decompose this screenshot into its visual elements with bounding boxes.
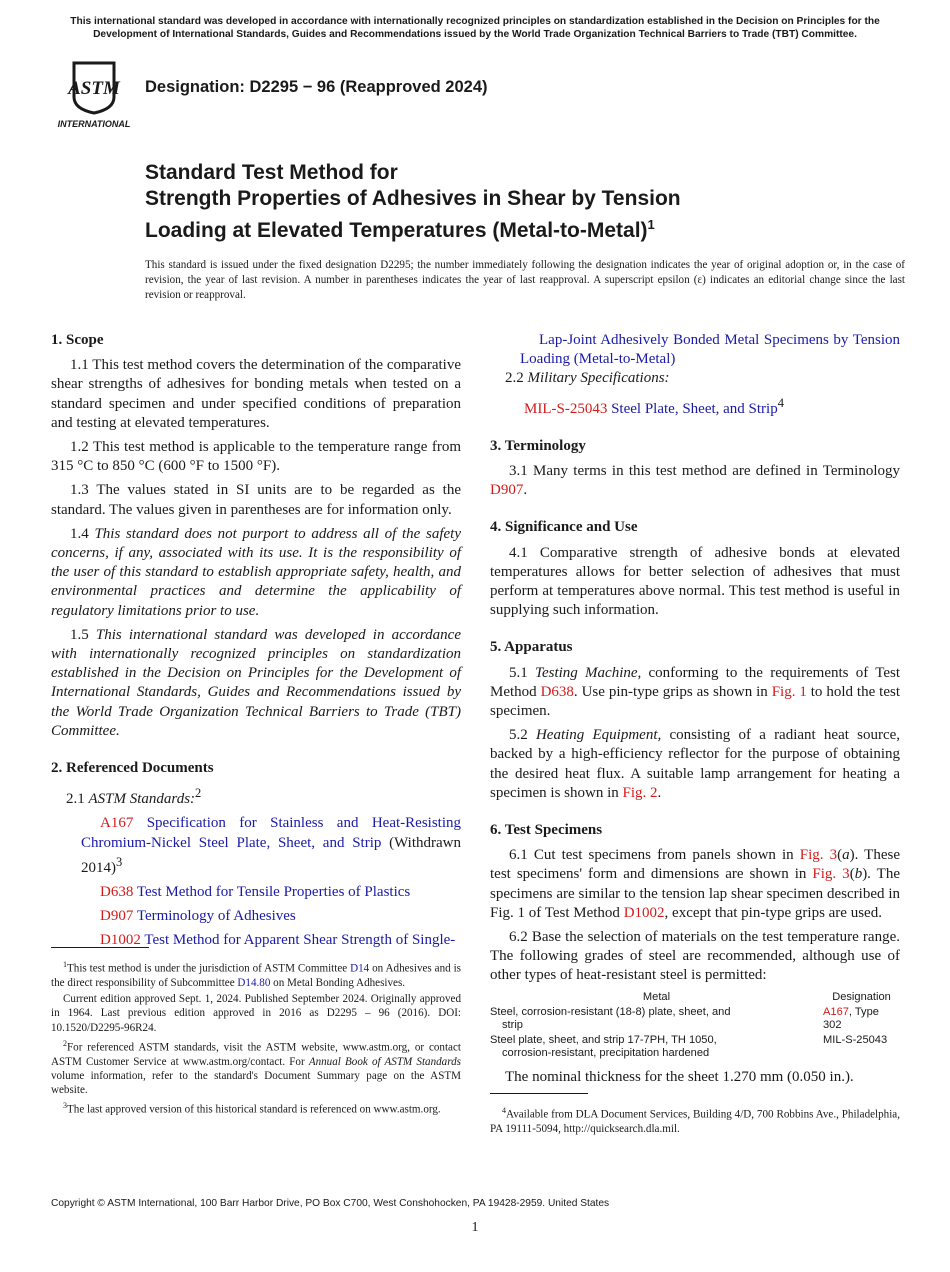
ref-d1002-continued[interactable]: Lap-Joint Adhesively Bonded Metal Specimens by Tension Loading (Metal-to-Metal) [520, 332, 900, 368]
designation-link-a167[interactable]: A167 [823, 1005, 849, 1018]
title-line-2: Strength Properties of Adhesives in Shear by Tension [145, 187, 681, 210]
para-6-2: 6.2 Base the selection of materials on the test temperature range. The following grades of steel are recommended, although use of other types of heat-resistant steel is permitted: [490, 929, 900, 984]
method-link-d638[interactable]: D638 [540, 683, 574, 700]
para-6-2-thickness: The nominal thickness for the sheet 1.270 mm (0.050 in.). [505, 1068, 854, 1085]
para-1-1: 1.1 This test method covers the determination of the comparative shear strengths of adhesives for bonding metals when tested on a standard specimen and under specified conditions of preparation and testing at elevated temperatures. [51, 357, 461, 431]
section-heading-references: 2. Referenced Documents [51, 760, 214, 777]
para-4-1: 4.1 Comparative strength of adhesive bonds at elevated temperatures allows for better selection of adhesives that must perform at temperatures above normal. This test method is useful in supplying such information. [490, 544, 900, 619]
table-header-designation: Designation [832, 990, 891, 1003]
footnote-4: $^4$Available from DLA Document Services, Building 4/D, 700 Robbins Ave., Philadelphia, PA 19111-5094, http://quicksearch.dla.mil. [490, 1106, 900, 1135]
astm-logo [54, 57, 134, 131]
document-title [145, 160, 865, 244]
title-line-3: Loading at Elevated Temperatures (Metal-to-Metal)$^1$ [145, 217, 655, 242]
ref-mil-s-25043: MIL-S-25043 Steel Plate, Sheet, and Strip$^4$ [524, 395, 784, 417]
ref-code-link[interactable]: D1002 [100, 932, 141, 949]
para-6-1: 6.1 Cut test specimens from panels shown in Fig. 3(a). These test specimens' form and dimensions are shown in Fig. 3(b). The specimens are similar to the tension lap shear specimen described in Fig. 1 of Test Method D1002, except that pin-type grips are used. [490, 847, 901, 921]
ref-d907 [51, 907, 461, 926]
footnote-1-edition: Current edition approved Sept. 1, 2024. Published September 2024. Originally approved in 1964. Last previous edition approved in 2016 as D2295 – 96 (2016). DOI: 10.1520/D2295-96R24. [51, 993, 461, 1034]
para-5-1: 5.1 Testing Machine, conforming to the requirements of Test Method D638. Use pin-type grips as shown in Fig. 1 to hold the test specimen. [490, 664, 900, 720]
ref-title-link[interactable]: Terminology of Adhesives [136, 908, 296, 925]
para-1-3: 1.3 The values stated in SI units are to be regarded as the standard. The values given in parentheses are for information only. [51, 482, 461, 518]
logo-subtext: INTERNATIONAL [57, 119, 131, 129]
astm-standards-label: 2.1 ASTM Standards:$^2$ [66, 786, 202, 808]
para-1-2: 1.2 This test method is applicable to the temperature range from 315 °C to 850 °C (600 °F to 1500 °F). [51, 439, 461, 475]
right-column [490, 331, 900, 1092]
left-column [51, 331, 461, 956]
para-5-2: 5.2 Heating Equipment, consisting of a radiant heat source, backed by a high-efficiency reflector for the purpose of obtaining the desired heat flux. A suitable lamp arrangement for heating a specimen is shown in Fig. 2. [490, 727, 901, 801]
ref-title-link[interactable]: Test Method for Apparent Shear Strength of Single- [144, 932, 456, 949]
top-notice: This international standard was developed in accordance with internationally recognized principles on standardization established in the Decision on Principles for the Development of International Standards, Guides and Recommendations issued by the World Trade Organization Technical Barriers to Trade (TBT) Committee. [70, 16, 880, 40]
table-header-metal: Metal [642, 990, 671, 1003]
para-1-5: 1.5 This international standard was developed in accordance with internationally recognized principles on standardization established in the Decision on Principles for the Development of International Standards, Guides and Recommendations issued by the World Trade Organization Technical Barriers to Trade (TBT) Committee. [51, 626, 462, 739]
title-footnote-ref[interactable]: 1 [647, 217, 655, 232]
title-line-1: Standard Test Method for [145, 161, 398, 184]
figure-link-fig-3b[interactable]: Fig. 3 [812, 866, 850, 883]
military-specs-label: 2.2 Military Specifications: [505, 370, 670, 387]
section-heading-specimens: 6. Test Specimens [490, 822, 603, 839]
figure-link-fig-3a[interactable]: Fig. 3 [799, 847, 838, 864]
figure-link-fig-2[interactable]: Fig. 2 [622, 784, 658, 801]
logo-text: ASTM [68, 78, 120, 99]
steel-grades-table [490, 991, 900, 1062]
footnote-3: $^3$The last approved version of this historical standard is referenced on www.astm.org. [63, 1101, 441, 1116]
para-3-1: 3.1 Many terms in this test method are defined in Terminology D907. [490, 463, 900, 499]
section-heading-apparatus: 5. Apparatus [490, 639, 573, 656]
footnote-2: $^2$For referenced ASTM standards, visit the ASTM website, www.astm.org, or contact ASTM Customer Service at www.astm.org/contact. For Annual Book of ASTM Standards volume information, refer to the standard's Document Summary page on the ASTM website. [51, 1038, 461, 1096]
footnote-1: $^1$This test method is under the jurisdiction of ASTM Committee D14 on Adhesives and is the direct responsibility of Subcommittee D14.80 on Metal Bonding Adhesives. [51, 960, 461, 989]
right-footnotes [490, 1093, 900, 1138]
table-row: Steel, corrosion-resistant (18-8) plate, sheet, and strip A167, Type 302 [490, 1005, 879, 1031]
ref-title-link[interactable]: Steel Plate, Sheet, and Strip [611, 400, 778, 417]
terminology-link-d907[interactable]: D907 [490, 482, 524, 499]
table-row: Steel plate, sheet, and strip 17-7PH, TH 1050, corrosion-resistant, precipitation hardened MIL-S-25043 [490, 1033, 888, 1059]
ref-code-link[interactable]: A167 [100, 815, 134, 832]
page-number: 1 [471, 1220, 479, 1235]
section-heading-significance: 4. Significance and Use [490, 519, 638, 536]
subcommittee-link-d14-80[interactable]: D14.80 [237, 976, 271, 989]
ref-code-link[interactable]: D907 [100, 908, 134, 925]
ref-a167: A167 Specification for Stainless and Heat-Resisting Chromium-Nickel Steel Plate, Sheet, and Strip (Withdrawn 2014)$^3$ [81, 815, 461, 876]
ref-code-link[interactable]: MIL-S-25043 [524, 400, 608, 417]
ref-title-link[interactable]: Test Method for Tensile Properties of Plastics [136, 884, 411, 901]
ref-d638 [51, 883, 461, 902]
copyright-notice: Copyright © ASTM International, 100 Barr Harbor Drive, PO Box C700, West Conshohocken, PA 19428-2959. United States [51, 1198, 610, 1209]
method-link-d1002[interactable]: D1002 [623, 904, 665, 921]
designation: Designation: D2295 − 96 (Reapproved 2024) [145, 78, 488, 96]
ref-title-link[interactable]: Specification for Stainless and Heat-Resisting Chromium-Nickel Steel Plate, Sheet, and Strip [81, 815, 461, 851]
ref-code-link[interactable]: D638 [100, 884, 134, 901]
figure-link-fig-1[interactable]: Fig. 1 [771, 683, 807, 700]
left-footnotes [51, 947, 461, 1119]
committee-link-d14[interactable]: D14 [350, 962, 370, 975]
issued-note: This standard is issued under the fixed designation D2295; the number immediately following the designation indicates the year of original adoption or, in the case of revision, the year of last revision. A number in parentheses indicates the year of last reapproval. A superscript epsilon (ε) indicates an editorial change since the last revision or reapproval. [145, 259, 905, 301]
section-heading-scope: 1. Scope [51, 332, 104, 348]
para-1-4: 1.4 This standard does not purport to address all of the safety concerns, if any, associated with its use. It is the responsibility of the user of this standard to establish appropriate safety, health, and environmental practices and determine the applicability of regulatory limitations prior to use. [51, 525, 462, 619]
section-heading-terminology: 3. Terminology [490, 437, 586, 454]
